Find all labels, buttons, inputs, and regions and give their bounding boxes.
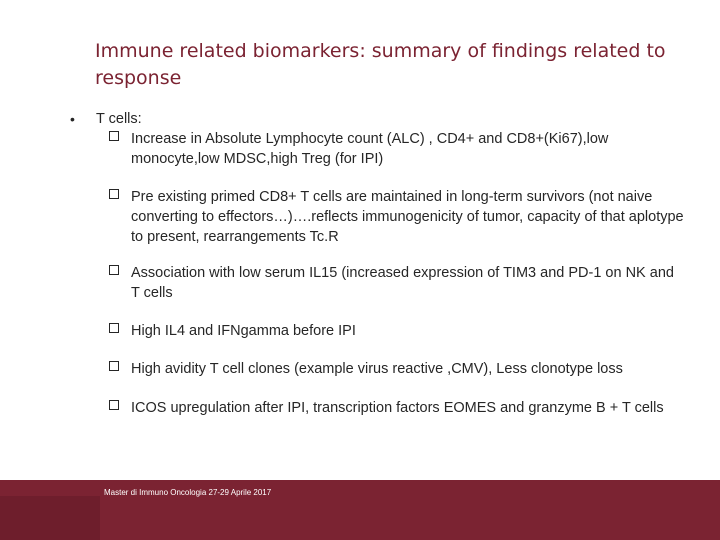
bullet-icon: • [70,111,75,127]
list-item-text: Increase in Absolute Lymphocyte count (ALC) , CD4+ and CD8+(Ki67),low monocyte,low MDSC,high Treg (for IPI) [131,131,609,167]
footer-accent-block [0,496,100,540]
list-item-text: High avidity T cell clones (example virus reactive ,CMV), Less clonotype loss [131,361,623,377]
list-item-text: Association with low serum IL15 (increased expression of TIM3 and PD-1 on NK and T cells [131,265,674,301]
checkbox-icon [109,361,119,371]
list-item-text: High IL4 and IFNgamma before IPI [131,323,356,339]
bullet-label: T cells: [96,111,142,127]
list-item [109,321,684,341]
footer-text: Master di Immuno Oncologia 27-29 Aprile 2017 [104,488,272,497]
list-item [109,263,684,303]
list-item-text: ICOS upregulation after IPI, transcription factors EOMES and granzyme B + T cells [131,400,664,416]
checkbox-icon [109,400,119,410]
checkbox-icon [109,323,119,333]
checkbox-icon [109,265,119,275]
list-item-text: Pre existing primed CD8+ T cells are maintained in long-term survivors (not naive converting to effectors…)….reflects immunogenicity of tumor, capacity of that aplotype to present, rearrangements Tc.R [131,189,684,245]
list-item [109,129,684,169]
checkbox-icon [109,131,119,141]
list-item [109,359,684,379]
slide-title: Immune related biomarkers: summary of findings related to response [95,40,666,89]
list-item [109,398,684,418]
checkbox-icon [109,189,119,199]
list-item [109,187,684,247]
